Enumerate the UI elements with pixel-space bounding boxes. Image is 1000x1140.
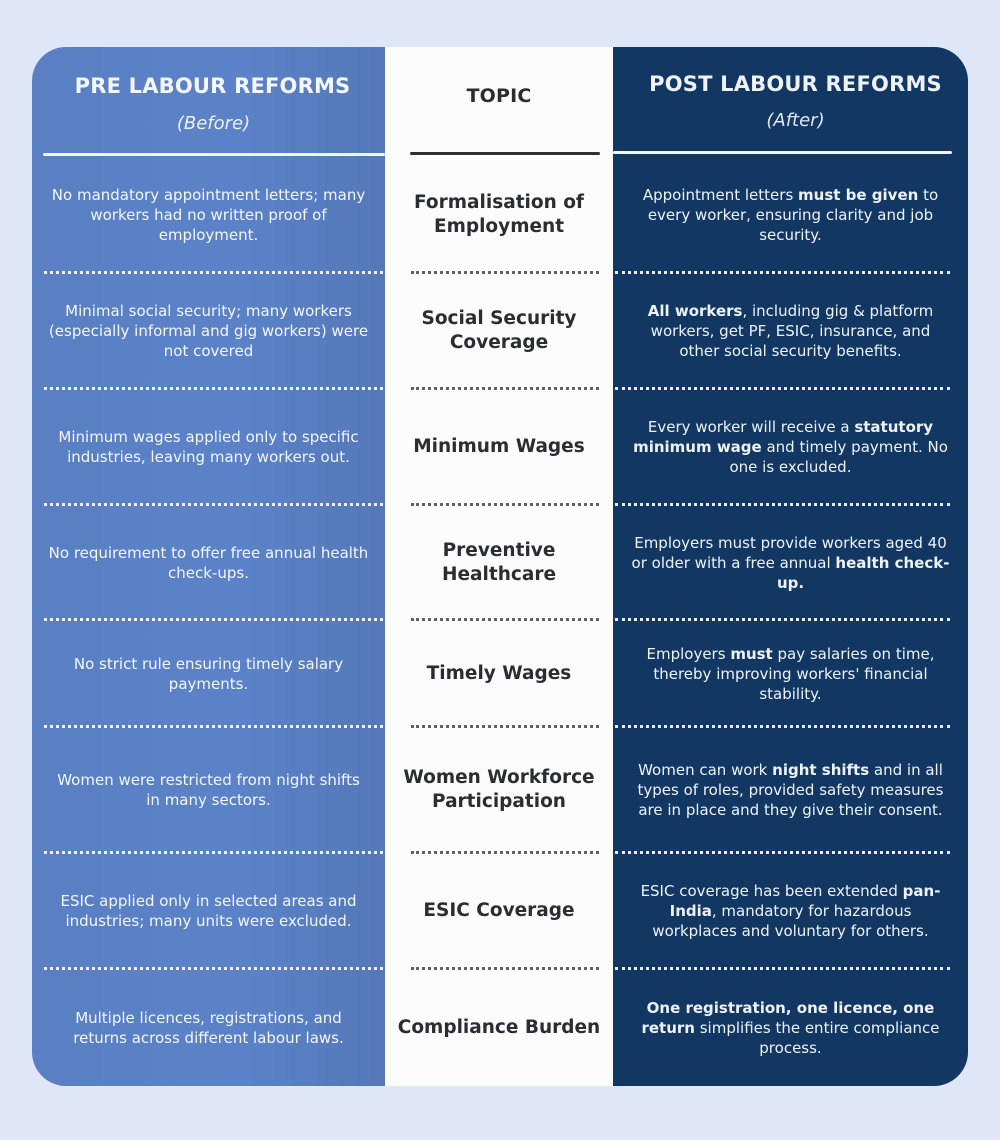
row-divider xyxy=(44,851,383,854)
after-text xyxy=(631,998,951,1058)
text-segment: to every worker, ensuring clarity and job security. xyxy=(647,186,939,244)
before-text: ESIC applied only in selected areas and industries; many units were excluded. xyxy=(60,892,357,930)
post-subtitle: (After) xyxy=(766,110,825,131)
row-divider xyxy=(44,271,383,274)
text-segment: Women can work xyxy=(638,761,773,779)
topic-label: Formalisation of Employment xyxy=(414,192,584,237)
before-text: Multiple licences, registrations, and returns across different labour laws. xyxy=(73,1008,344,1047)
post-row xyxy=(613,505,968,620)
row-divider xyxy=(615,618,950,621)
row-divider xyxy=(44,503,383,506)
pre-header xyxy=(32,47,385,155)
row-divider xyxy=(44,725,383,728)
topic-column xyxy=(385,47,613,1086)
before-text: Minimum wages applied only to specific industries, leaving many workers out. xyxy=(58,428,359,466)
emphasis-text: must be given xyxy=(798,186,919,204)
topic-row xyxy=(385,853,613,969)
text-segment: simplifies the entire compliance process. xyxy=(694,1018,940,1057)
text-segment: Appointment letters xyxy=(642,186,799,204)
row-divider xyxy=(615,271,950,274)
text-segment: ESIC coverage has been extended xyxy=(640,882,903,900)
row-divider xyxy=(411,618,599,621)
post-row xyxy=(613,853,968,969)
row-divider xyxy=(615,967,950,970)
row-divider xyxy=(411,271,599,274)
row-divider xyxy=(411,725,599,728)
pre-row xyxy=(32,853,385,969)
topic-label: ESIC Coverage xyxy=(423,900,575,921)
before-text: No mandatory appointment letters; many workers had no written proof of employment. xyxy=(51,186,366,244)
post-reforms-column xyxy=(613,47,968,1086)
after-text xyxy=(631,760,951,820)
topic-row xyxy=(385,727,613,853)
row-divider xyxy=(411,967,599,970)
pre-row xyxy=(32,620,385,727)
header-divider xyxy=(410,152,600,155)
before-text: No requirement to offer free annual health check-ups. xyxy=(48,543,369,582)
topic-row xyxy=(385,620,613,727)
text-segment: , including gig & platform workers, get PF, ESIC, insurance, and other social security benefits. xyxy=(650,302,934,360)
pre-row xyxy=(32,727,385,853)
after-text xyxy=(631,881,951,941)
topic-row xyxy=(385,389,613,505)
post-header xyxy=(613,47,968,155)
emphasis-text: health check-up. xyxy=(776,553,950,592)
emphasis-text: All workers xyxy=(647,302,743,320)
row-divider xyxy=(615,503,950,506)
post-row xyxy=(613,969,968,1086)
post-row xyxy=(613,620,968,727)
before-text: Minimal social security; many workers (especially informal and gig workers) were not covered xyxy=(48,302,369,360)
topic-row xyxy=(385,273,613,389)
row-divider xyxy=(615,387,950,390)
after-text xyxy=(631,644,951,704)
row-divider xyxy=(44,618,383,621)
text-segment: pay salaries on time, thereby improving workers' financial stability. xyxy=(653,644,935,703)
pre-row xyxy=(32,505,385,620)
emphasis-text: pan-India xyxy=(669,882,941,920)
pre-row xyxy=(32,157,385,273)
post-row xyxy=(613,389,968,505)
text-segment: , mandatory for hazardous workplaces and voluntary for others. xyxy=(652,902,929,940)
topic-label: Social Security Coverage xyxy=(421,308,577,353)
row-divider xyxy=(44,387,383,390)
post-row xyxy=(613,273,968,389)
row-divider xyxy=(44,967,383,970)
emphasis-text: must xyxy=(730,644,773,663)
text-segment: and timely payment. No one is excluded. xyxy=(729,438,948,476)
topic-label: Women Workforce Participation xyxy=(403,767,595,812)
topic-title: TOPIC xyxy=(466,85,532,107)
post-row xyxy=(613,727,968,853)
after-text xyxy=(631,417,951,477)
topic-label: Compliance Burden xyxy=(397,1016,601,1038)
topic-label: Timely Wages xyxy=(426,662,572,684)
post-row xyxy=(613,157,968,273)
after-text xyxy=(631,533,951,593)
header-divider xyxy=(613,151,952,154)
post-title: POST LABOUR REFORMS xyxy=(649,72,942,96)
after-text xyxy=(631,301,951,361)
text-segment: and in all types of roles, provided safety measures are in place and they give their consent. xyxy=(637,761,944,819)
row-divider xyxy=(411,503,599,506)
pre-row xyxy=(32,273,385,389)
row-divider xyxy=(615,725,950,728)
topic-label: Minimum Wages xyxy=(413,436,585,457)
emphasis-text: One registration, one licence, one return xyxy=(641,998,935,1037)
topic-label: Preventive Healthcare xyxy=(442,539,556,585)
topic-row xyxy=(385,505,613,620)
row-divider xyxy=(411,387,599,390)
pre-subtitle: (Before) xyxy=(176,113,251,134)
emphasis-text: statutory minimum wage xyxy=(633,418,934,456)
topic-row xyxy=(385,969,613,1086)
row-divider xyxy=(615,851,950,854)
row-divider xyxy=(411,851,599,854)
topic-header xyxy=(385,47,613,155)
text-segment: Employers must provide workers aged 40 or older with a free annual xyxy=(631,533,947,572)
pre-row xyxy=(32,389,385,505)
after-text xyxy=(631,185,951,245)
before-text: No strict rule ensuring timely salary payments. xyxy=(73,654,344,693)
header-divider xyxy=(43,153,385,156)
comparison-table xyxy=(32,47,968,1086)
text-segment: Every worker will receive a xyxy=(647,418,855,436)
pre-row xyxy=(32,969,385,1086)
topic-row xyxy=(385,157,613,273)
pre-title: PRE LABOUR REFORMS xyxy=(74,74,351,98)
pre-reforms-column xyxy=(32,47,385,1086)
text-segment: Employers xyxy=(646,644,731,663)
emphasis-text: night shifts xyxy=(772,761,870,779)
before-text: Women were restricted from night shifts in many sectors. xyxy=(57,771,360,809)
